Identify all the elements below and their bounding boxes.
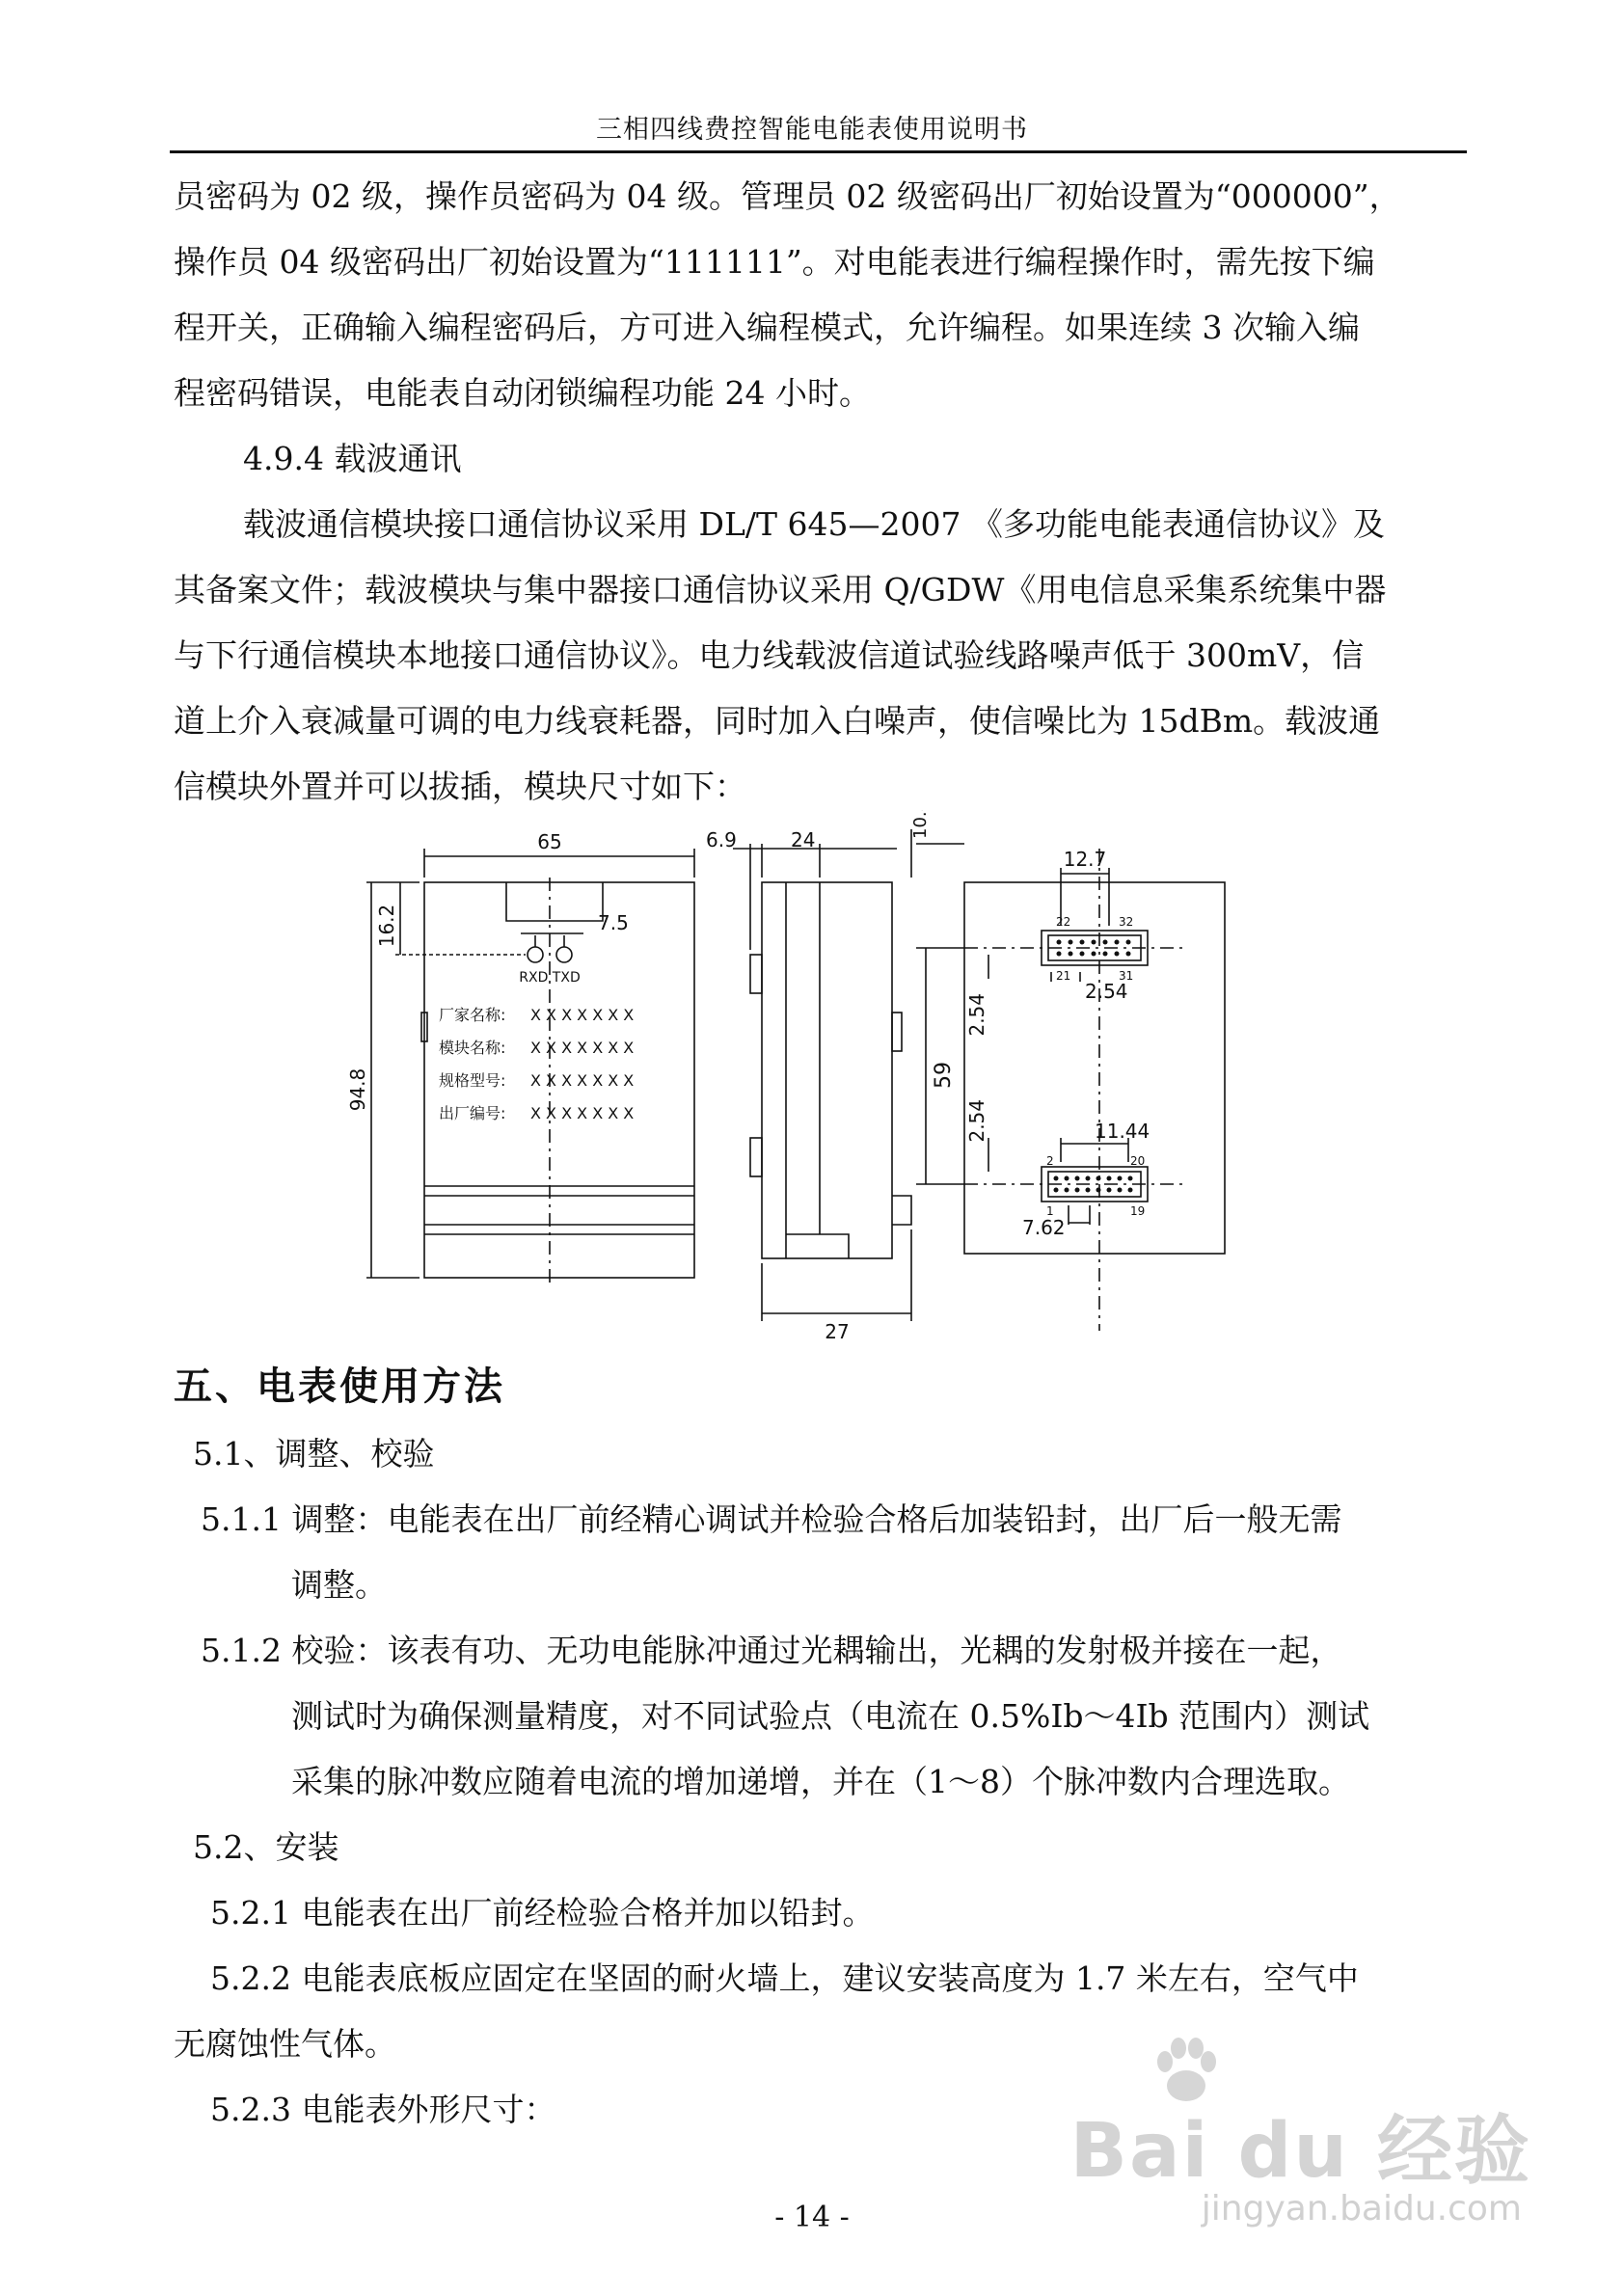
paragraph-line: 程密码错误，电能表自动闭锁编程功能 24 小时。 [174,374,871,412]
dim-label: 16.2 [375,904,398,948]
pin-label: 1 [1046,1204,1054,1218]
label-row-name: 规格型号: [439,1071,506,1090]
paragraph-line: 调整。 [291,1566,387,1604]
dim-label: 10.88 [910,810,931,839]
label-row-name: 厂家名称: [439,1006,506,1024]
document-header-title: 三相四线费控智能电能表使用说明书 [596,115,1028,145]
pin-label: 22 [1056,915,1071,929]
dim-label: 7.62 [1022,1216,1066,1239]
dim-label: 11.44 [1095,1120,1150,1143]
pin-label: 2 [1046,1154,1054,1168]
dim-label: 2.54 [965,1099,988,1143]
pin-label: 21 [1056,969,1071,983]
section-heading: 五、电表使用方法 [174,1364,505,1409]
txd-led [556,947,572,962]
dim-label: 94.8 [347,1067,369,1112]
pin-label: 31 [1119,969,1134,983]
header-rule [170,150,1467,153]
pin-label: 32 [1119,915,1134,929]
side-view-outline [762,882,892,1258]
label-row-value: X X X X X X X [530,1039,635,1057]
paragraph-line: 操作员 04 级密码出厂初始设置为“111111”。对电能表进行编程操作时，需先按下编 [174,243,1375,281]
watermark-logo-text: Bai du 经验 [1069,2108,1531,2195]
paragraph-line: 其备案文件；载波模块与集中器接口通信协议采用 Q/GDW《用电信息采集系统集中器 [174,571,1387,608]
back-view-outline [964,882,1225,1254]
rxd-led [528,947,543,962]
subsection-heading: 4.9.4 载波通讯 [243,440,462,477]
paragraph-line: 信模块外置并可以拔插，模块尺寸如下： [174,768,746,805]
paragraph-line: 与下行通信模块本地接口通信协议》。电力线载波信道试验线路噪声低于 300mV，信 [174,636,1365,674]
module-dimension-drawing [347,810,1273,1350]
paragraph-line: 无腐蚀性气体。 [174,2025,396,2063]
subsection-heading: 5.1、调整、校验 [193,1435,435,1472]
watermark-url: jingyan.baidu.com [1201,2189,1522,2228]
dim-label: 2.54 [1085,980,1128,1003]
dim-label: 2.54 [965,993,988,1037]
paragraph-line: 5.1.1 调整：电能表在出厂前经精心调试并检验合格后加装铅封，出厂后一般无需 [201,1500,1342,1538]
label-row-name: 出厂编号: [439,1104,506,1122]
led-labels: RXD TXD [519,970,581,986]
dim-label: 6.9 [706,828,737,851]
paragraph-line: 5.1.2 校验：该表有功、无功电能脉冲通过光耦输出，光耦的发射极并接在一起， [201,1632,1342,1669]
paragraph-line: 道上介入衰减量可调的电力线衰耗器，同时加入白噪声，使信噪比为 15dBm。载波通 [174,702,1381,740]
label-row-name: 模块名称: [439,1039,506,1057]
pin-label: 20 [1130,1154,1146,1168]
dim-label: 24 [791,828,816,851]
pin-label: 19 [1130,1204,1146,1218]
page-number: - 14 - [774,2201,850,2234]
paragraph-line: 5.2.3 电能表外形尺寸： [210,2091,556,2128]
subsection-heading: 5.2、安装 [193,1828,339,1866]
paragraph-line: 员密码为 02 级，操作员密码为 04 级。管理员 02 级密码出厂初始设置为“000000”， [174,177,1401,215]
label-row-value: X X X X X X X [530,1071,635,1090]
paragraph-line: 测试时为确保测量精度，对不同试验点（电流在 0.5%Ib～4Ib 范围内）测试 [291,1697,1370,1735]
paragraph-line: 载波通信模块接口通信协议采用 DL/T 645—2007 《多功能电能表通信协议》及 [243,505,1385,543]
paragraph-line: 程开关，正确输入编程密码后，方可进入编程模式，允许编程。如果连续 3 次输入编 [174,309,1360,346]
paragraph-line: 采集的脉冲数应随着电流的增加递增，并在（1～8）个脉冲数内合理选取。 [291,1763,1350,1800]
dim-label: 65 [537,830,562,853]
paragraph-line: 5.2.2 电能表底板应固定在坚固的耐火墙上，建议安装高度为 1.7 米左右，空气中 [210,1959,1359,1997]
label-row-value: X X X X X X X [530,1104,635,1122]
label-row-value: X X X X X X X [530,1006,635,1024]
dim-label: 7.5 [598,911,629,934]
dim-label: 12.7 [1063,848,1107,871]
dim-label: 27 [825,1320,850,1343]
paragraph-line: 5.2.1 电能表在出厂前经检验合格并加以铅封。 [210,1894,875,1931]
baidu-watermark [1030,2091,1531,2245]
dim-label: 59 [932,1062,956,1089]
